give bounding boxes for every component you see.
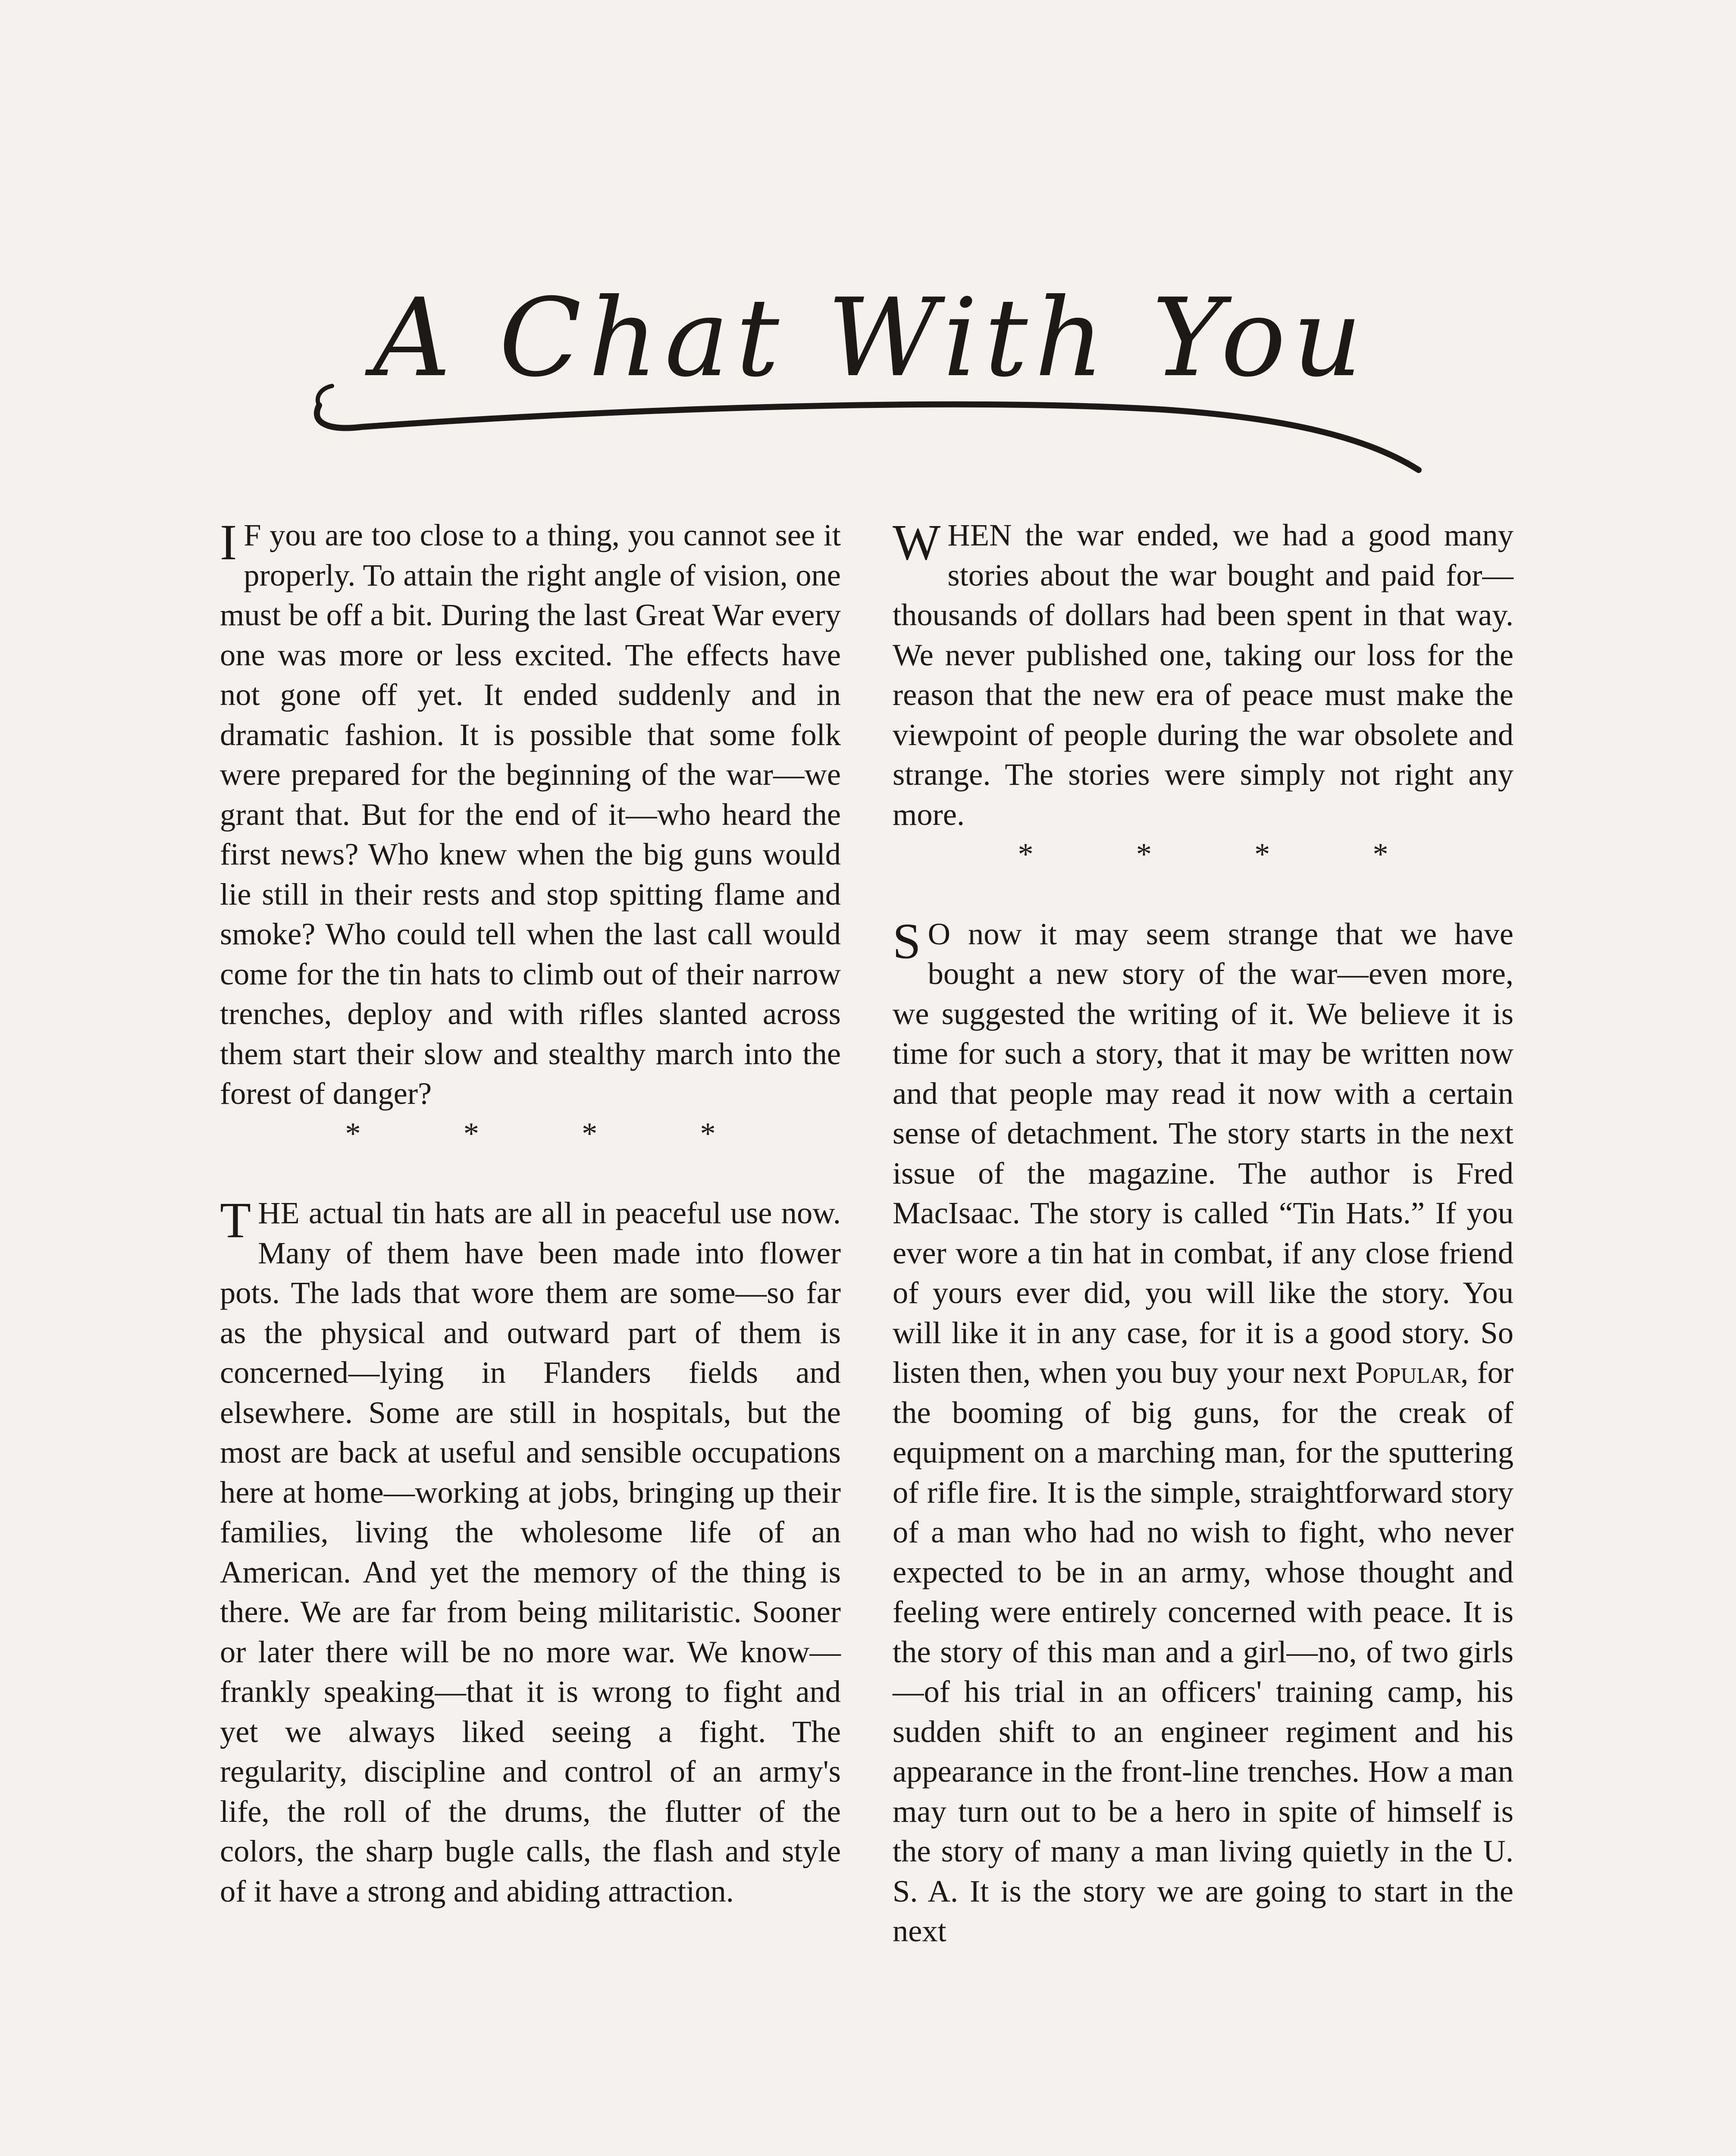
left-column bbox=[220, 515, 841, 1911]
magazine-name: Popular, bbox=[1355, 1355, 1469, 1390]
paragraph-text: O now it may seem strange that we have bought a new story of the war—even more, we suggested the writing of it. We believe it is time for such a story, that it may be written now and that people may read it now with a certain sense of detachment. The story starts in the next issue of the magazine. The author is Fred MacIsaac. The story is called “Tin Hats.” If you ever wore a tin hat in combat, if any close friend of yours ever did, you will like the story. You will like it in any case, for it is a good story. So listen then, when you buy your next bbox=[893, 916, 1514, 1390]
paragraph bbox=[893, 914, 1514, 1951]
right-column bbox=[893, 515, 1514, 1951]
paragraph-text: HEN the war ended, we had a good many stories about the war bought and paid for—thousands of dollars had been spent in that way. We never published one, taking our loss for the reason that the new era of peace must make the viewpoint of people during the war obsolete and strange. The stories were simply not right any more. bbox=[893, 517, 1514, 832]
paragraph-text: HE actual tin hats are all in peaceful use now. Many of them have been made into flower pots. The lads that wore them are some—so far as the physical and outward part of them is concerned—lying in Flanders fields and elsewhere. Some are still in hospitals, but the most are back at useful and sensible occupations here at home—working at jobs, bringing up their families, living the wholesome life of an American. And yet the memory of the thing is there. We are far from being militaristic. Sooner or later there will be no more war. We know—frankly speaking—that it is wrong to fight and yet we always liked seeing a fight. The regularity, discipline and control of an army's life, the roll of the drums, the flutter of the colors, the sharp bugle calls, the flash and style of it have a strong and abiding attraction. bbox=[220, 1195, 841, 1908]
paragraph-text: F you are too close to a thing, you cannot see it properly. To attain the right angle of vision, one must be off a bit. During the last Great War every one was more or less excited. The effects have not gone off yet. It ended suddenly and in dramatic fashion. It is possible that some folk were prepared for the beginning of the war—we grant that. But for the end of it—who heard the first news? Who knew when the big guns would lie still in their rests and stop spitting flame and smoke? Who could tell when the last call would come for the tin hats to climb out of their narrow trenches, deploy and with rifles slanted across them start their slow and stealthy march into the forest of danger? bbox=[220, 517, 841, 1111]
section-separator: * * * * bbox=[1018, 837, 1436, 871]
paragraph bbox=[893, 515, 1514, 834]
section-separator: * * * * bbox=[345, 1116, 763, 1151]
drop-cap: T bbox=[220, 1192, 251, 1248]
drop-cap: W bbox=[893, 514, 941, 570]
title-text: A Chat With You bbox=[373, 275, 1369, 401]
drop-cap: S bbox=[893, 912, 921, 969]
paragraph-text: for the booming of big guns, for the creak of equipment on a marching man, for the sputtering of rifle fire. It is the simple, straightforward story of a man who had no wish to fight, who never expected to be in an army, whose thought and feeling were entirely concerned with peace. It is the story of this man and a girl—no, of two girls—of his trial in an officers' training camp, his sudden shift to an engineer regiment and his appearance in the front-line trenches. How a man may turn out to be a hero in spite of himself is the story of many a man living quietly in the U. S. A. It is the story we are going to start in the next bbox=[893, 1355, 1514, 1948]
script-title-heading bbox=[302, 267, 1432, 492]
drop-cap: I bbox=[220, 514, 237, 570]
paragraph bbox=[220, 515, 841, 1114]
paragraph bbox=[220, 1193, 841, 1911]
